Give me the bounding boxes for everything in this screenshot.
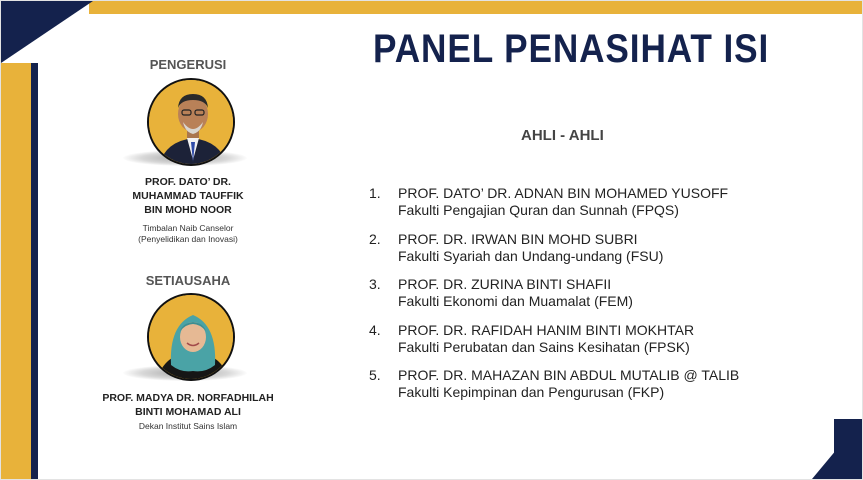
- members-heading: AHLI - AHLI: [521, 127, 604, 144]
- list-item: [369, 367, 829, 413]
- chair-position-line: Timbalan Naib Canselor: [142, 223, 234, 233]
- bottom-right-navy-fill: [834, 419, 862, 479]
- secretary-name: [88, 391, 288, 419]
- member-number: 4.: [369, 321, 381, 338]
- member-faculty: Fakulti Pengajian Quran dan Sunnah (FPQS): [398, 202, 679, 218]
- top-gold-bar: [89, 1, 863, 14]
- secretary-photo: [125, 293, 245, 383]
- secretary-name-line: BINTI MOHAMAD ALI: [135, 406, 241, 418]
- member-faculty: Fakulti Perubatan dan Sains Kesihatan (FPSK): [398, 338, 690, 355]
- member-name: PROF. DR. ZURINA BINTI SHAFII: [398, 276, 612, 292]
- member-faculty: Fakulti Ekonomi dan Muamalat (FEM): [398, 293, 633, 309]
- list-item: [369, 322, 829, 368]
- chair-name-line: MUHAMMAD TAUFFIK: [132, 190, 244, 202]
- left-navy-stripe: [31, 63, 38, 480]
- page-title: PANEL PENASIHAT ISI: [373, 27, 770, 71]
- secretary-portrait-icon: [147, 293, 235, 381]
- chair-role-heading: PENGERUSI: [149, 57, 227, 72]
- left-gold-stripe: [1, 63, 31, 480]
- chair-name-line: BIN MOHD NOOR: [144, 204, 232, 216]
- member-name: PROF. DR. IRWAN BIN MOHD SUBRI: [398, 230, 638, 247]
- chair-position-line: (Penyelidikan dan Inovasi): [138, 234, 238, 244]
- list-item: [369, 276, 829, 322]
- chair-portrait-icon: [147, 78, 235, 166]
- secretary-name-line: PROF. MADYA DR. NORFADHILAH: [102, 392, 274, 404]
- chair-position: [88, 223, 288, 245]
- chair-photo: [125, 78, 245, 168]
- member-name: PROF. DATO’ DR. ADNAN BIN MOHAMED YUSOFF: [398, 185, 729, 201]
- members-list: [369, 185, 829, 413]
- member-number: 5.: [369, 367, 381, 383]
- member-number: 2.: [369, 230, 381, 247]
- member-number: 1.: [369, 185, 381, 201]
- member-name: PROF. DR. RAFIDAH HANIM BINTI MOKHTAR: [398, 321, 695, 338]
- secretary-position: [88, 421, 288, 432]
- top-left-navy-corner: [1, 1, 93, 63]
- member-number: 3.: [369, 276, 381, 292]
- list-item: [369, 231, 829, 277]
- chair-name: [88, 175, 288, 217]
- member-faculty: Fakulti Syariah dan Undang-undang (FSU): [398, 247, 664, 264]
- secretary-role-heading: SETIAUSAHA: [145, 273, 231, 288]
- member-name: PROF. DR. MAHAZAN BIN ABDUL MUTALIB @ TALIB: [398, 367, 740, 383]
- secretary-position-line: Dekan Institut Sains Islam: [138, 421, 238, 431]
- chair-name-line: PROF. DATO’ DR.: [145, 176, 231, 188]
- member-faculty: Fakulti Kepimpinan dan Pengurusan (FKP): [398, 384, 665, 400]
- list-item: [369, 185, 829, 231]
